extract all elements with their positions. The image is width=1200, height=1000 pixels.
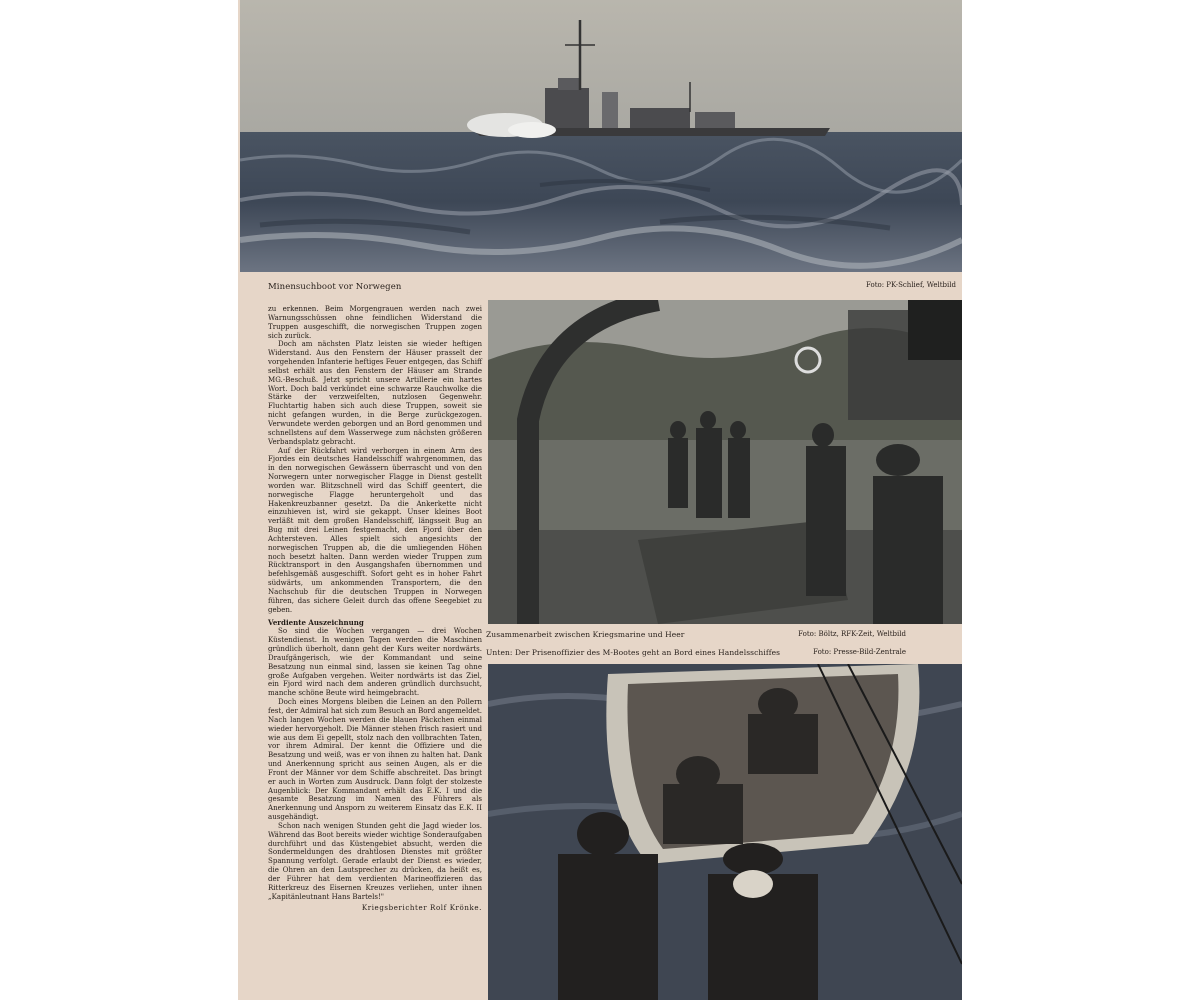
bottom-photo-credit: Foto: Presse-Bild-Zentrale: [813, 648, 906, 656]
article-text: [268, 305, 482, 912]
article-byline: Kriegsberichter Rolf Krönke.: [361, 902, 482, 912]
top-photo-caption: Minensuchboot vor Norwegen: [268, 282, 402, 292]
top-photo-credit: Foto: PK-Schlief, Weltbild: [866, 281, 956, 289]
article-paragraph: Doch am nächsten Platz leisten sie wieder heftigen Widerstand. Aus den Fenstern der Häuser prasselt der vorgehenden Infanterie heftiges Feuer entgegen, das Schiff selbst erhält aus den Fenstern der Häuser am Strande MG.-Beschuß. Jetzt spricht unsere Artillerie ein hartes Wort. Doch bald verkündet eine schwarze Rauchwolke die Stärke der verzweifelten, nutzlosen Gegenwehr. Fluchtartig haben sich auch diese Truppen, soweit sie nicht gefangen wurden, in die Berge zurückgezogen. Verwundete werden geborgen und an Bord genommen und schnellstens auf dem Wasserwege zum nächsten größeren Verbandsplatz gebracht.: [268, 339, 482, 446]
minesweeper-photo: [240, 0, 962, 272]
article-paragraph: Schon nach wenigen Stunden geht die Jagd wieder los. Während das Boot bereits wieder wichtige Sonderaufgaben durchführt und das Küstengebiet absucht, werden die Sondermeldungen des drahtlosen Dienstes mit größter Spannung verfolgt. Gerade erlaubt der Dienst es wieder, die Ohren an den Lautsprecher zu drücken, da heißt es, der Führer hat dem verdienten Marineoffizieren das Ritterkreuz des Eisernen Kreuzes verliehen, unter ihnen „Kapitänleutnant Hans Bartels!": [268, 820, 482, 901]
article-paragraph: Auf der Rückfahrt wird verborgen in einem Arm des Fjordes ein deutsches Handelsschiff wahrgenommen, das in den norwegischen Gewässern überrascht und von den Norwegern unter norwegischer Flagge in Dienst gestellt worden war. Blitzschnell wird das Schiff geentert, die norwegische Flagge heruntergeholt und das Hakenkreuzbanner gesetzt. Da die Ankerkette nicht einzuhieven ist, wird sie gekappt. Unser kleines Boot verläßt mit dem großen Handelsschiff, längsseit Bug an Bug mit drei Leinen festgemacht, den Fjord über den Achtersteven. Alles spielt sich angesichts der norwegischen Truppen ab, die die umliegenden Höhen noch besetzt halten. Dann werden wieder Truppen zum Rücktransport in den Ausgangshafen übernommen und befehlsgemäß ausgeschifft. Sofort geht es in hoher Fahrt südwärts, um ankommenden Transportern, die den Nachschub für die deutschen Truppen in Norwegen führen, das sichere Geleit durch das offene Seegebiet zu geben.: [268, 445, 482, 614]
magazine-page: [238, 0, 962, 1000]
bottom-photo-caption: Unten: Der Prisenoffizier des M-Bootes geht an Bord eines Handelsschiffes: [486, 648, 781, 657]
soldiers-boarding-photo: [488, 300, 962, 624]
right-photo-credit: Foto: Böltz, RFK-Zeit, Weltbild: [798, 630, 906, 638]
article-paragraph: Doch eines Morgens bleiben die Leinen an den Pollern fest, der Admiral hat sich zum Besuch an Bord angemeldet. Nach langen Wochen werden die blauen Päckchen einmal wieder hervorgeholt. Die Männer stehen frisch rasiert und wie aus dem Ei gepellt, stolz nach den vollbrachten Taten, vor ihrem Admiral. Der kennt die Offiziere und die Besatzung und weiß, was er von ihnen zu halten hat. Dank und Anerkennung spricht aus seinen Augen, als er die Front der Männer vor dem Schiffe abschreitet. Das bringt er auch in Worten zum Ausdruck. Dann folgt der stolzeste Augenblick: Der Kommandant erhält das E.K. I und die gesamte Besatzung im Namen des Führers als Anerkennung und Ansporn zu weiterem Einsatz das E.K. II ausgehändigt.: [268, 697, 482, 822]
prize-officer-photo: [488, 664, 962, 1000]
right-photo-caption: Zusammenarbeit zwischen Kriegsmarine und Heer: [486, 630, 685, 639]
article-subheading: Verdiente Auszeichnung: [268, 617, 364, 627]
article-paragraph: So sind die Wochen vergangen — drei Wochen Küstendienst. In wenigen Tagen werden die Maschinen gründlich überholt, dann geht der Kurs weiter nordwärts. Draufgängerisch, wie der Kommandant und seine Besatzung nun einmal sind, lassen sie keinen Tag ohne große Aufgaben vergehen. Weiter nordwärts ist das Ziel, ein Fjord wird nach dem anderen gründlich durchsucht, manche schöne Beute wird heimgebracht.: [268, 626, 482, 698]
article-paragraph: zu erkennen. Beim Morgengrauen werden nach zwei Warnungsschüssen ohne feindlichen Widerstand die Truppen ausgeschifft, die norwegischen Truppen zogen sich zurück.: [268, 304, 482, 340]
